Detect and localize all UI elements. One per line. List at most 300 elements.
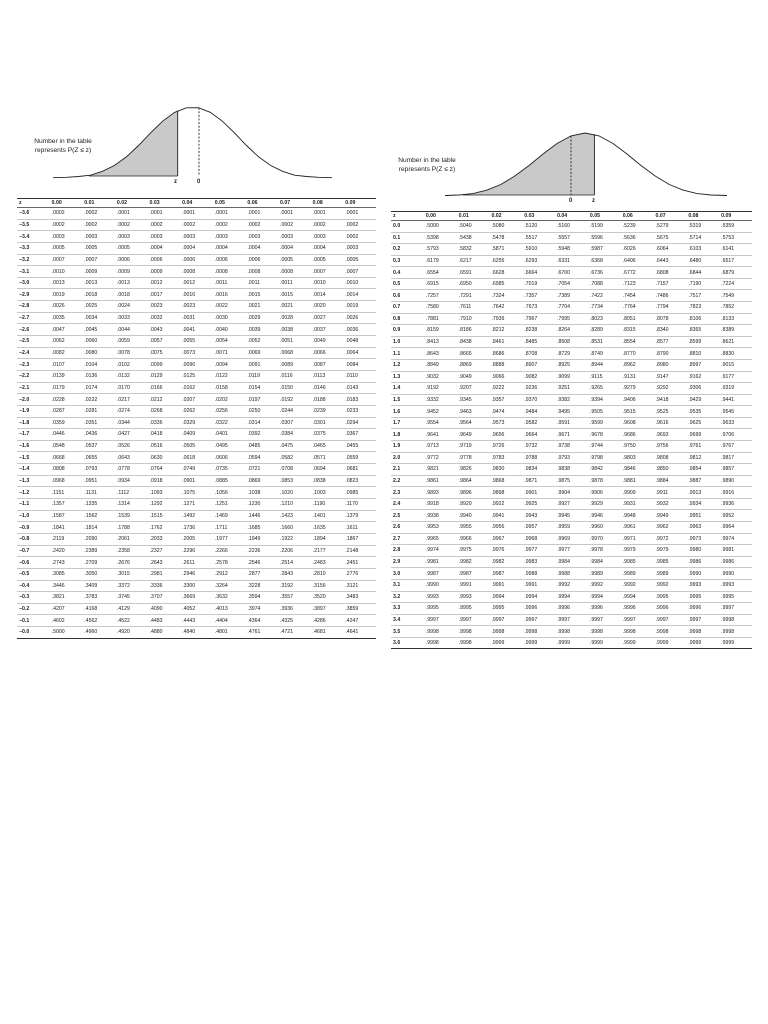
table-row [391, 626, 752, 638]
probability-cell: .9995 [654, 591, 687, 603]
probability-cell: .3783 [82, 592, 115, 604]
probability-cell: .1469 [213, 510, 246, 522]
z-value-cell: −0.8 [17, 533, 50, 545]
table-row [17, 208, 376, 220]
probability-cell: .9279 [621, 383, 654, 395]
left-col-header: 0.02 [115, 199, 148, 208]
probability-cell: .9981 [719, 545, 752, 557]
probability-cell: .0003 [343, 242, 376, 254]
z-value-cell: 2.6 [391, 522, 424, 534]
probability-cell: .9625 [686, 417, 719, 429]
probability-cell: .9945 [555, 510, 588, 522]
probability-cell: .0228 [50, 394, 83, 406]
z-value-cell: −1.8 [17, 417, 50, 429]
probability-cell: .4247 [343, 615, 376, 627]
probability-cell: .0010 [311, 277, 344, 289]
probability-cell: .8944 [588, 359, 621, 371]
probability-cell: .0009 [148, 266, 181, 278]
left-col-header: 0.09 [343, 199, 376, 208]
probability-cell: .7823 [686, 302, 719, 314]
probability-cell: .9934 [686, 498, 719, 510]
probability-cell: .4681 [311, 627, 344, 639]
probability-cell: .1230 [245, 499, 278, 511]
probability-cell: .0032 [148, 312, 181, 324]
probability-cell: .5279 [654, 221, 687, 233]
probability-cell: .0022 [213, 301, 246, 313]
probability-cell: .8980 [654, 359, 687, 371]
probability-cell: .3483 [343, 592, 376, 604]
probability-cell: .0004 [213, 242, 246, 254]
probability-cell: .0078 [115, 347, 148, 359]
probability-cell: .9995 [424, 603, 457, 615]
probability-cell: .4562 [82, 615, 115, 627]
probability-cell: .5160 [555, 221, 588, 233]
probability-cell: .4960 [82, 627, 115, 639]
probability-cell: .6141 [719, 244, 752, 256]
table-row [17, 417, 376, 429]
probability-cell: .2776 [343, 568, 376, 580]
probability-cell: .0052 [245, 336, 278, 348]
probability-cell: .9938 [424, 510, 457, 522]
probability-cell: .0004 [180, 242, 213, 254]
probability-cell: .8485 [522, 336, 555, 348]
z-value-cell: 1.8 [391, 429, 424, 441]
table-row [391, 603, 752, 615]
z-value-cell: −2.3 [17, 359, 50, 371]
right-panel-positive-z [391, 125, 752, 649]
z-value-cell: −0.0 [17, 627, 50, 639]
probability-cell: .5359 [719, 221, 752, 233]
table-row [17, 522, 376, 534]
probability-cell: .1251 [213, 499, 246, 511]
table-row [17, 429, 376, 441]
probability-cell: .0038 [278, 324, 311, 336]
table-row [391, 359, 752, 371]
probability-cell: .0004 [148, 242, 181, 254]
probability-cell: .0073 [180, 347, 213, 359]
probability-cell: .9495 [555, 406, 588, 418]
probability-cell: .1379 [343, 510, 376, 522]
probability-cell: .7224 [719, 278, 752, 290]
probability-cell: .1492 [180, 510, 213, 522]
probability-cell: .3520 [311, 592, 344, 604]
probability-cell: .9207 [457, 383, 490, 395]
probability-cell: .9997 [457, 614, 490, 626]
z-value-cell: −0.6 [17, 557, 50, 569]
probability-cell: .0188 [311, 394, 344, 406]
probability-cell: .7611 [457, 302, 490, 314]
probability-cell: .2451 [343, 557, 376, 569]
probability-cell: .9793 [555, 452, 588, 464]
probability-cell: .0409 [180, 429, 213, 441]
probability-cell: .2420 [50, 545, 83, 557]
z-value-cell: −1.4 [17, 464, 50, 476]
probability-cell: .0262 [180, 405, 213, 417]
probability-cell: .3632 [213, 592, 246, 604]
probability-cell: .3156 [311, 580, 344, 592]
probability-cell: .9678 [588, 429, 621, 441]
probability-cell: .8438 [457, 336, 490, 348]
table-row [391, 232, 752, 244]
right-col-header: 0.05 [588, 212, 621, 221]
probability-cell: .3936 [278, 603, 311, 615]
probability-cell: .2206 [278, 545, 311, 557]
probability-cell: .7580 [424, 302, 457, 314]
probability-cell: .0537 [82, 440, 115, 452]
probability-cell: .0401 [213, 429, 246, 441]
probability-cell: .9864 [457, 475, 490, 487]
probability-cell: .9564 [457, 417, 490, 429]
table-row [391, 394, 752, 406]
right-shaded-area [463, 133, 594, 195]
probability-cell: .1949 [245, 533, 278, 545]
probability-cell: .2005 [180, 533, 213, 545]
probability-cell: .5871 [489, 244, 522, 256]
z-value-cell: −1.6 [17, 440, 50, 452]
probability-cell: .0516 [148, 440, 181, 452]
z-value-cell: −2.8 [17, 301, 50, 313]
probability-cell: .2236 [245, 545, 278, 557]
probability-cell: .9998 [588, 626, 621, 638]
probability-cell: .0170 [115, 382, 148, 394]
z-value-cell: 0.1 [391, 232, 424, 244]
probability-cell: .9967 [489, 533, 522, 545]
probability-cell: .2514 [278, 557, 311, 569]
probability-cell: .9738 [555, 440, 588, 452]
probability-cell: .7486 [654, 290, 687, 302]
table-row [17, 452, 376, 464]
probability-cell: .7422 [588, 290, 621, 302]
table-row [391, 452, 752, 464]
probability-cell: .8997 [686, 359, 719, 371]
probability-cell: .0062 [50, 336, 83, 348]
probability-cell: .1515 [148, 510, 181, 522]
probability-cell: .0089 [278, 359, 311, 371]
probability-cell: .9904 [555, 487, 588, 499]
table-row [17, 394, 376, 406]
probability-cell: .0069 [245, 347, 278, 359]
table-row [391, 417, 752, 429]
probability-cell: .9474 [489, 406, 522, 418]
table-row [391, 591, 752, 603]
probability-cell: .7764 [621, 302, 654, 314]
probability-cell: .5239 [621, 221, 654, 233]
probability-cell: .0064 [343, 347, 376, 359]
probability-cell: .0375 [311, 429, 344, 441]
z-value-cell: 3.4 [391, 614, 424, 626]
probability-cell: .9993 [686, 579, 719, 591]
probability-cell: .0002 [180, 219, 213, 231]
probability-cell: .9994 [588, 591, 621, 603]
probability-cell: .8925 [555, 359, 588, 371]
probability-cell: .9948 [621, 510, 654, 522]
right-z-table [391, 211, 752, 649]
probability-cell: .9850 [654, 464, 687, 476]
probability-cell: .8389 [719, 325, 752, 337]
probability-cell: .9998 [686, 626, 719, 638]
probability-cell: .9998 [424, 637, 457, 649]
probability-cell: .0294 [343, 417, 376, 429]
probability-cell: .6628 [489, 267, 522, 279]
probability-cell: .2090 [82, 533, 115, 545]
probability-cell: .6103 [686, 244, 719, 256]
probability-cell: .7549 [719, 290, 752, 302]
probability-cell: .0322 [213, 417, 246, 429]
probability-cell: .0495 [213, 440, 246, 452]
probability-cell: .0132 [115, 370, 148, 382]
probability-cell: .0016 [180, 289, 213, 301]
probability-cell: .3707 [148, 592, 181, 604]
probability-cell: .9319 [719, 383, 752, 395]
right-col-header: 0.03 [522, 212, 555, 221]
probability-cell: .0007 [343, 266, 376, 278]
probability-cell: .0016 [213, 289, 246, 301]
probability-cell: .3264 [213, 580, 246, 592]
probability-cell: .9535 [686, 406, 719, 418]
probability-cell: .0212 [148, 394, 181, 406]
probability-cell: .0008 [180, 266, 213, 278]
probability-cell: .9927 [555, 498, 588, 510]
probability-cell: .5948 [555, 244, 588, 256]
probability-cell: .1271 [180, 499, 213, 511]
table-row [17, 580, 376, 592]
left-axis-z-label: z [174, 179, 177, 185]
probability-cell: .1038 [245, 487, 278, 499]
probability-cell: .0446 [50, 429, 83, 441]
probability-cell: .9693 [654, 429, 687, 441]
probability-cell: .9974 [719, 533, 752, 545]
probability-cell: .9582 [522, 417, 555, 429]
probability-cell: .0006 [180, 254, 213, 266]
probability-cell: .9893 [424, 487, 457, 499]
probability-cell: .9988 [555, 568, 588, 580]
table-row [17, 487, 376, 499]
z-value-cell: 1.9 [391, 440, 424, 452]
table-row [391, 290, 752, 302]
probability-cell: .8770 [621, 348, 654, 360]
probability-cell: .1210 [278, 499, 311, 511]
probability-cell: .1314 [115, 499, 148, 511]
probability-cell: .0014 [311, 289, 344, 301]
z-value-cell: −2.5 [17, 336, 50, 348]
probability-cell: .0057 [148, 336, 181, 348]
probability-cell: .9345 [457, 394, 490, 406]
z-value-cell: 0.7 [391, 302, 424, 314]
table-row [391, 429, 752, 441]
probability-cell: .9778 [457, 452, 490, 464]
probability-cell: .5040 [457, 221, 490, 233]
table-row [17, 324, 376, 336]
probability-cell: .1357 [50, 499, 83, 511]
probability-cell: .4404 [213, 615, 246, 627]
probability-cell: .0222 [82, 394, 115, 406]
probability-cell: .9783 [489, 452, 522, 464]
probability-cell: .8264 [555, 325, 588, 337]
probability-cell: .4801 [213, 627, 246, 639]
probability-cell: .9834 [522, 464, 555, 476]
table-row [391, 336, 752, 348]
probability-cell: .9686 [621, 429, 654, 441]
probability-cell: .0287 [50, 405, 83, 417]
probability-cell: .8869 [457, 359, 490, 371]
z-value-cell: 1.3 [391, 371, 424, 383]
probability-cell: .9989 [654, 568, 687, 580]
probability-cell: .0020 [311, 301, 344, 313]
probability-cell: .9370 [522, 394, 555, 406]
probability-cell: .5793 [424, 244, 457, 256]
probability-cell: .8238 [522, 325, 555, 337]
probability-cell: .8830 [719, 348, 752, 360]
probability-cell: .6591 [457, 267, 490, 279]
probability-cell: .9982 [457, 556, 490, 568]
probability-cell: .9830 [489, 464, 522, 476]
probability-cell: .9821 [424, 464, 457, 476]
table-row [17, 312, 376, 324]
probability-cell: .0735 [213, 464, 246, 476]
probability-cell: .9922 [489, 498, 522, 510]
probability-cell: .3821 [50, 592, 83, 604]
probability-cell: .9998 [621, 626, 654, 638]
table-row [17, 603, 376, 615]
probability-cell: .6700 [555, 267, 588, 279]
probability-cell: .1922 [278, 533, 311, 545]
z-value-cell: 0.6 [391, 290, 424, 302]
probability-cell: .0934 [115, 475, 148, 487]
probability-cell: .1762 [148, 522, 181, 534]
probability-cell: .4641 [343, 627, 376, 639]
table-row [391, 568, 752, 580]
probability-cell: .5080 [489, 221, 522, 233]
probability-cell: .4721 [278, 627, 311, 639]
probability-cell: .0066 [311, 347, 344, 359]
probability-cell: .0455 [343, 440, 376, 452]
probability-cell: .0003 [278, 231, 311, 243]
probability-cell: .4052 [180, 603, 213, 615]
probability-cell: .0007 [82, 254, 115, 266]
probability-cell: .0003 [50, 231, 83, 243]
probability-cell: .9991 [522, 579, 555, 591]
probability-cell: .9332 [424, 394, 457, 406]
probability-cell: .1685 [245, 522, 278, 534]
probability-cell: .0505 [180, 440, 213, 452]
table-row [391, 464, 752, 476]
probability-cell: .0256 [213, 405, 246, 417]
z-value-cell: 3.5 [391, 626, 424, 638]
probability-cell: .2843 [278, 568, 311, 580]
probability-cell: .0002 [213, 219, 246, 231]
table-row [17, 277, 376, 289]
probability-cell: .9998 [489, 626, 522, 638]
probability-cell: .0008 [278, 266, 311, 278]
probability-cell: .9222 [489, 383, 522, 395]
probability-cell: .9943 [522, 510, 555, 522]
z-value-cell: −0.2 [17, 603, 50, 615]
z-value-cell: −1.9 [17, 405, 50, 417]
probability-cell: .0708 [278, 464, 311, 476]
probability-cell: .9608 [621, 417, 654, 429]
probability-cell: .9956 [489, 522, 522, 534]
probability-cell: .0009 [115, 266, 148, 278]
probability-cell: .9991 [457, 579, 490, 591]
table-row [391, 487, 752, 499]
z-value-cell: 1.5 [391, 394, 424, 406]
probability-cell: .3300 [180, 580, 213, 592]
probability-cell: .1814 [82, 522, 115, 534]
probability-cell: .9162 [686, 371, 719, 383]
probability-cell: .9292 [654, 383, 687, 395]
probability-cell: .9251 [555, 383, 588, 395]
probability-cell: .0001 [245, 208, 278, 220]
probability-cell: .4443 [180, 615, 213, 627]
probability-cell: .0049 [311, 336, 344, 348]
probability-cell: .8849 [424, 359, 457, 371]
probability-cell: .8888 [489, 359, 522, 371]
table-row [391, 522, 752, 534]
probability-cell: .3669 [180, 592, 213, 604]
probability-cell: .2877 [245, 568, 278, 580]
left-col-header: z [17, 199, 50, 208]
probability-cell: .9984 [588, 556, 621, 568]
probability-cell: .0003 [148, 231, 181, 243]
table-row [17, 464, 376, 476]
probability-cell: .1151 [50, 487, 83, 499]
probability-cell: .7517 [686, 290, 719, 302]
probability-cell: .6808 [654, 267, 687, 279]
probability-cell: .9996 [555, 603, 588, 615]
probability-cell: .2546 [245, 557, 278, 569]
probability-cell: .9192 [424, 383, 457, 395]
probability-cell: .9997 [588, 614, 621, 626]
z-value-cell: −2.0 [17, 394, 50, 406]
probability-cell: .9970 [588, 533, 621, 545]
probability-cell: .9987 [424, 568, 457, 580]
probability-cell: .0721 [245, 464, 278, 476]
z-value-cell: −3.0 [17, 277, 50, 289]
probability-cell: .9997 [555, 614, 588, 626]
probability-cell: .9099 [555, 371, 588, 383]
table-row [17, 289, 376, 301]
right-col-header: 0.02 [489, 212, 522, 221]
table-row [391, 637, 752, 649]
table-row [17, 405, 376, 417]
probability-cell: .0239 [311, 405, 344, 417]
probability-cell: .9664 [522, 429, 555, 441]
probability-cell: .0002 [343, 231, 376, 243]
probability-cell: .3859 [343, 603, 376, 615]
probability-cell: .0018 [115, 289, 148, 301]
probability-cell: .9987 [489, 568, 522, 580]
probability-cell: .7794 [654, 302, 687, 314]
probability-cell: .8133 [719, 313, 752, 325]
z-value-cell: −3.2 [17, 254, 50, 266]
z-value-cell: 1.6 [391, 406, 424, 418]
probability-cell: .4207 [50, 603, 83, 615]
probability-cell: .0045 [82, 324, 115, 336]
probability-cell: .9940 [457, 510, 490, 522]
probability-cell: .2611 [180, 557, 213, 569]
probability-cell: .8106 [686, 313, 719, 325]
z-value-cell: −1.7 [17, 429, 50, 441]
probability-cell: .9808 [654, 452, 687, 464]
right-curve-label: Number in the table represents P(Z ≤ z) [398, 157, 456, 173]
table-row [391, 533, 752, 545]
probability-cell: .0028 [278, 312, 311, 324]
table-row [391, 348, 752, 360]
probability-cell: .8340 [654, 325, 687, 337]
left-col-header: 0.07 [278, 199, 311, 208]
probability-cell: .0026 [343, 312, 376, 324]
probability-cell: .9998 [654, 626, 687, 638]
